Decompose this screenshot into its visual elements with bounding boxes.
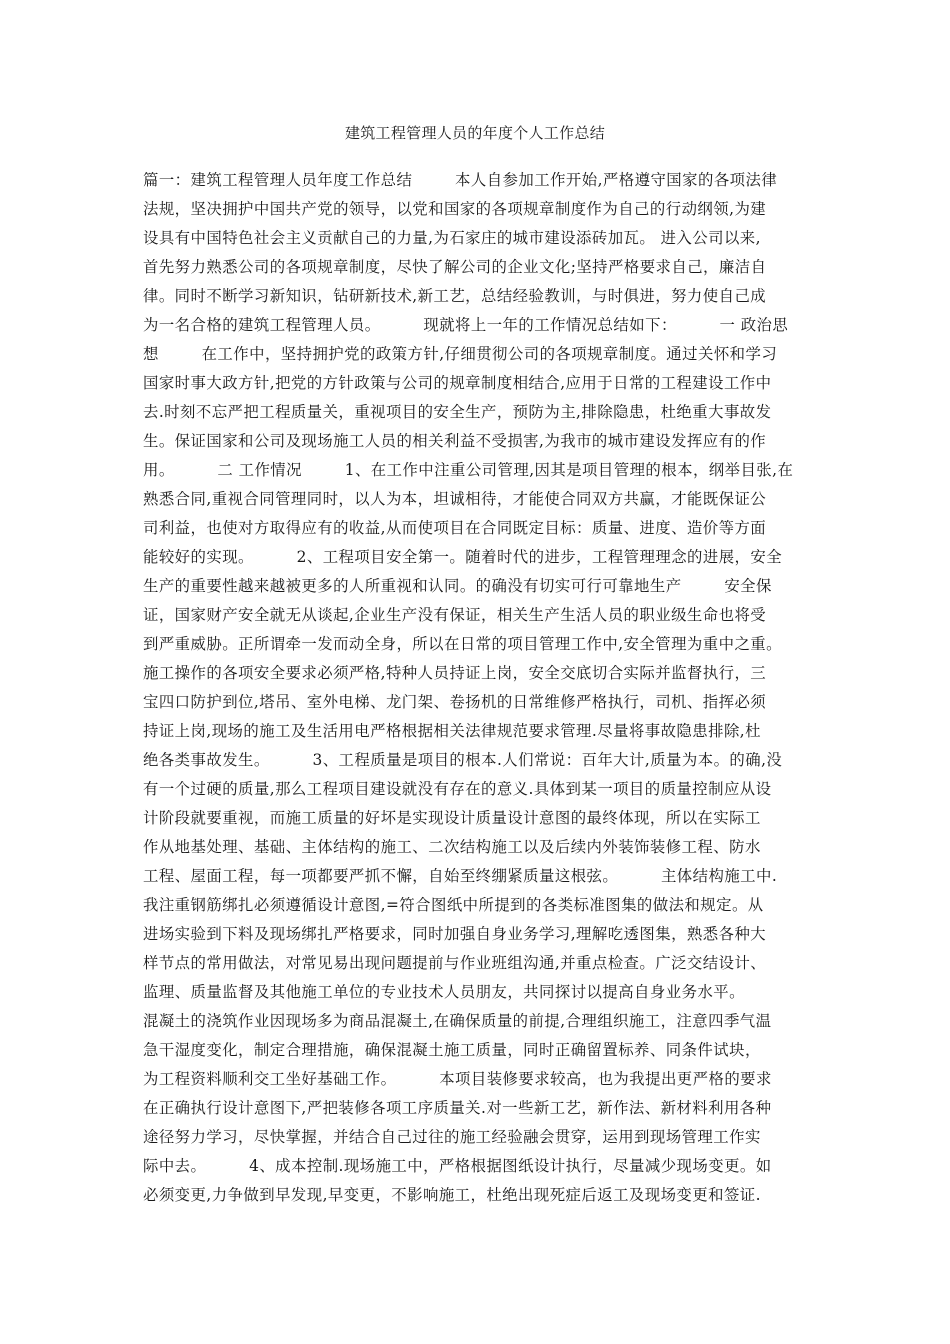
body-text-line: 生。保证国家和公司及现场施工人员的相关利益不受损害,为我市的城市建设发挥应有的作 xyxy=(143,432,767,450)
body-text-line: 监理、质量监督及其他施工单位的专业技术人员朋友，共同探讨以提高自身业务水平。 xyxy=(143,983,745,1001)
body-text-line: 证，国家财产安全就无从谈起,企业生产没有保证，相关生产生活人员的职业级生命也将受 xyxy=(143,606,767,624)
body-text-line: 宝四口防护到位,塔吊、室外电梯、龙门架、卷扬机的日常维修严格执行，司机、指挥必须 xyxy=(143,693,767,711)
body-text-line: 为一名合格的建筑工程管理人员。 现就将上一年的工作情况总结如下： 一 政治思 xyxy=(143,316,789,334)
body-text-line: 必须变更,力争做到早发现,早变更，不影响施工，杜绝出现死症后返工及现场变更和签证. xyxy=(143,1186,761,1204)
body-text-line: 设具有中国特色社会主义贡献自己的力量,为石家庄的城市建设添砖加瓦。 进入公司以来, xyxy=(143,229,761,247)
body-text-line: 作从地基处理、基础、主体结构的施工、二次结构施工以及后续内外装饰装修工程、防水 xyxy=(143,838,761,856)
body-text-line: 进场实验到下料及现场绑扎严格要求，同时加强自身业务学习,理解吃透图集，熟悉各种大 xyxy=(143,925,767,943)
document-body xyxy=(143,166,811,1210)
body-text-line: 急干湿度变化，制定合理措施，确保混凝土施工质量，同时正确留置标养、同条件试块， xyxy=(143,1041,761,1059)
body-text-line: 用。 二 工作情况 1、在工作中注重公司管理,因其是项目管理的根本，纲举目张,在 xyxy=(143,461,794,479)
body-text-line: 想 在工作中，坚持拥护党的政策方针,仔细贯彻公司的各项规章制度。通过关怀和学习 xyxy=(143,345,778,363)
body-text-line: 生产的重要性越来越被更多的人所重视和认同。的确没有切实可行可靠地生产 安全保 xyxy=(143,577,772,595)
body-text-line: 绝各类事故发生。 3、工程质量是项目的根本.人们常说：百年大计,质量为本。的确,没 xyxy=(143,751,783,769)
body-text-line: 计阶段就要重视，而施工质量的好坏是实现设计质量设计意图的最终体现，所以在实际工 xyxy=(143,809,761,827)
body-text-line: 去.时刻不忘严把工程质量关，重视项目的安全生产，预防为主,排除隐患，杜绝重大事故发 xyxy=(143,403,772,421)
body-text-line: 工程、屋面工程，每一项都要严抓不懈，自始至终绷紧质量这根弦。 主体结构施工中. xyxy=(143,867,778,885)
body-text-line: 律。同时不断学习新知识，钻研新技术,新工艺，总结经验教训，与时俱进，努力使自己成 xyxy=(143,287,767,305)
body-text-line: 能较好的实现。 2、工程项目安全第一。随着时代的进步，工程管理理念的进展，安全 xyxy=(143,548,783,566)
body-text-line: 途径努力学习，尽快掌握，并结合自己过往的施工经验融会贯穿，运用到现场管理工作实 xyxy=(143,1128,761,1146)
body-text-line: 司利益，也使对方取得应有的收益,从而使项目在合同既定目标：质量、进度、造价等方面 xyxy=(143,519,767,537)
body-text-line: 篇一：建筑工程管理人员年度工作总结 本人自参加工作开始,严格遵守国家的各项法律 xyxy=(143,171,778,189)
body-text-line: 持证上岗,现场的施工及生活用电严格根据相关法律规范要求管理.尽量将事故隐患排除,杜 xyxy=(143,722,761,740)
body-text-line: 施工操作的各项安全要求必须严格,特种人员持证上岗，安全交底切合实际并监督执行，三 xyxy=(143,664,767,682)
body-text-line: 有一个过硬的质量,那么工程项目建设就没有存在的意义.具体到某一项目的质量控制应从设 xyxy=(143,780,772,798)
document-title: 建筑工程管理人员的年度个人工作总结 xyxy=(344,124,606,142)
body-text-line: 在正确执行设计意图下,严把装修各项工序质量关.对一些新工艺，新作法、新材料利用各种 xyxy=(143,1099,772,1117)
body-text-line: 到严重威胁。正所谓牵一发而动全身，所以在日常的项目管理工作中,安全管理为重中之重。 xyxy=(143,635,782,653)
body-text-line: 样节点的常用做法，对常见易出现问题提前与作业班组沟通,并重点检查。广泛交结设计、 xyxy=(143,954,767,972)
body-text-line: 际中去。 4、成本控制.现场施工中，严格根据图纸设计执行，尽量减少现场变更。如 xyxy=(143,1157,772,1175)
body-text-line: 熟悉合同,重视合同管理同时，以人为本，坦诚相待，才能使合同双方共赢，才能既保证公 xyxy=(143,490,767,508)
body-text-line: 国家时事大政方针,把党的方针政策与公司的规章制度相结合,应用于日常的工程建设工作中 xyxy=(143,374,772,392)
body-text-line: 我注重钢筋绑扎必须遵循设计意图,=符合图纸中所提到的各类标准图集的做法和规定。从 xyxy=(143,896,764,914)
body-text-line: 为工程资料顺利交工坐好基础工作。 本项目装修要求较高，也为我提出更严格的要求 xyxy=(143,1070,772,1088)
body-text-line: 首先努力熟悉公司的各项规章制度，尽快了解公司的企业文化;坚持严格要求自己，廉洁自 xyxy=(143,258,767,276)
body-text-line: 法规，坚决拥护中国共产党的领导，以党和国家的各项规章制度作为自己的行动纲领,为建 xyxy=(143,200,767,218)
body-text-line: 混凝土的浇筑作业因现场多为商品混凝土,在确保质量的前提,合理组织施工，注意四季气温 xyxy=(143,1012,772,1030)
